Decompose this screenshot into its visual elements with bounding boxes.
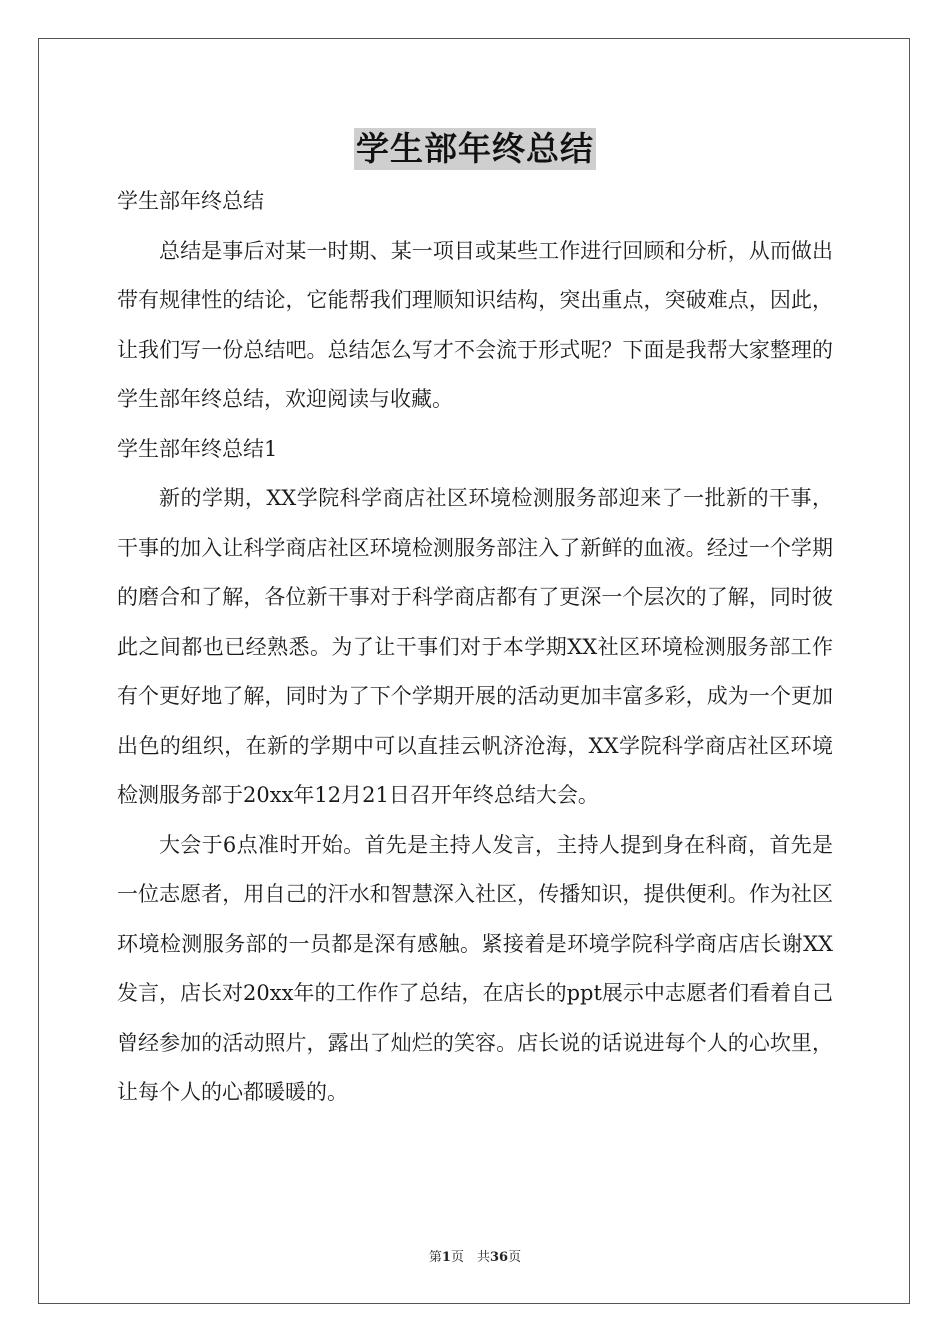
title-wrap (0, 128, 950, 170)
document-body (117, 177, 833, 1118)
footer-prefix: 第 (428, 1250, 442, 1265)
section-heading: 学生部年终总结1 (117, 436, 278, 461)
footer-mid: 页 共 (450, 1250, 490, 1265)
section-heading: 学生部年终总结 (117, 189, 264, 213)
footer-suffix: 页 (508, 1250, 522, 1265)
body-paragraph: 新的学期，XX学院科学商店社区环境检测服务部迎来了一批新的干事，干事的加入让科学商店社区环境检测服务部注入了新鲜的血液。经过一个学期的磨合和了解，各位新干事对于科学商店都有了更深一个层次的了解，同时彼此之间都也已经熟悉。为了让干事们对于本学期XX社区环境检测服务部工作有个更好地了解，同时为了下个学期开展的活动更加丰富多彩，成为一个更加出色的组织，在新的学期中可以直挂云帆济沧海，XX学院科学商店社区环境检测服务部于20xx年12月21日召开年终总结大会。 (117, 486, 833, 807)
body-paragraph: 总结是事后对某一时期、某一项目或某些工作进行回顾和分析，从而做出带有规律性的结论，它能帮我们理顺知识结构，突出重点，突破难点，因此，让我们写一份总结吧。总结怎么写才不会流于形式呢？下面是我帮大家整理的学生部年终总结，欢迎阅读与收藏。 (117, 238, 833, 411)
page-number: 1 (441, 1250, 451, 1265)
page-footer (0, 1246, 950, 1265)
body-paragraph: 大会于6点准时开始。首先是主持人发言，主持人提到身在科商，首先是一位志愿者，用自己的汗水和智慧深入社区，传播知识，提供便利。作为社区环境检测服务部的一员都是深有感触。紧接着是环境学院科学商店店长谢XX发言，店长对20xx年的工作作了总结，在店长的ppt展示中志愿者们看着自己曾经参加的活动照片，露出了灿烂的笑容。店长说的话说进每个人的心坎里，让每个人的心都暖暖的。 (117, 832, 833, 1104)
document-title: 学生部年终总结 (356, 129, 594, 168)
total-pages: 36 (489, 1250, 509, 1265)
